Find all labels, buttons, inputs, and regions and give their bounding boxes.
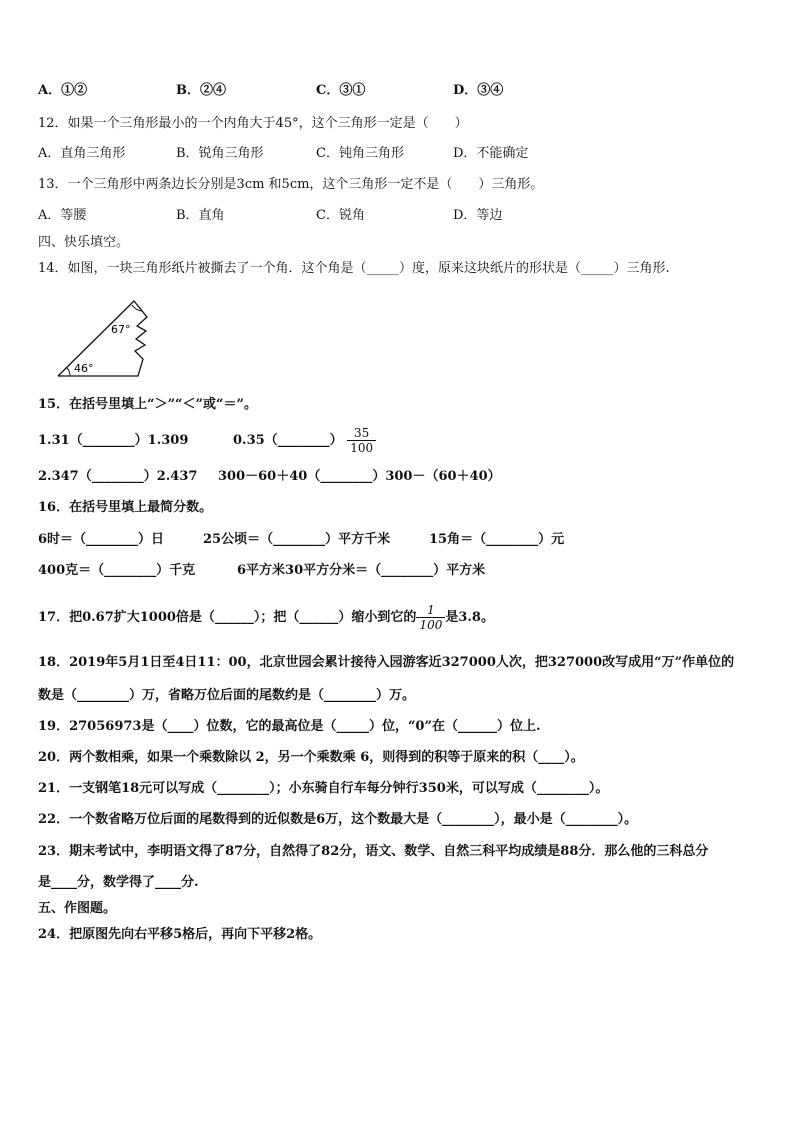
angle-arc-bottom <box>67 368 70 376</box>
q11-option-c: C．③① <box>316 83 366 98</box>
q15-fraction <box>347 426 376 455</box>
q23-line-2: 是____分，数学得了____分. <box>38 875 199 890</box>
q13-option-b: B．直角 <box>176 208 225 223</box>
q19-text: 19．27056973是（____）位数，它的最高位是（_____）位，“0”在（______）位上. <box>38 719 541 734</box>
q17-prefix: 17．把0.67扩大1000倍是（______）；把（______）缩小到它的 <box>38 610 417 625</box>
fraction-denominator: 100 <box>419 618 443 632</box>
q12-text: 12．如果一个三角形最小的一个内角大于45°，这个三角形一定是（ ） <box>38 116 468 131</box>
section-4-heading: 四、快乐填空。 <box>38 235 130 250</box>
q23-line-1: 23．期末考试中，李明语文得了87分，自然得了82分，语文、数学、自然三科平均成绩是88分．那么他的三科总分 <box>38 844 709 859</box>
q17-line <box>38 598 494 638</box>
q15-item-2 <box>233 422 376 460</box>
q14-text: 14．如图，一块三角形纸片被撕去了一个角．这个角是（_____）度，原来这块纸片的形状是（_____）三角形. <box>38 261 670 276</box>
q12-option-c: C．钝角三角形 <box>316 146 404 161</box>
q15-item-3: 2.347（________）2.437 <box>38 469 198 484</box>
q11-option-a: A．①② <box>38 83 88 98</box>
q12-option-d: D．不能确定 <box>453 146 529 161</box>
fraction-denominator: 100 <box>350 441 374 455</box>
triangle-outline <box>58 301 147 376</box>
q11-option-d: D．③④ <box>453 83 504 98</box>
q13-text: 13．一个三角形中两条边长分别是3cm 和5cm，这个三角形一定不是（ ）三角形。 <box>38 177 544 192</box>
q13-option-c: C．锐角 <box>316 208 365 223</box>
q12-option-a: A．直角三角形 <box>38 146 126 161</box>
q17-fraction <box>416 603 445 632</box>
section-5-heading: 五、作图题。 <box>38 901 117 916</box>
q15-item-4: 300－60＋40（________）300－（60＋40） <box>218 469 501 484</box>
q12-option-b: B．锐角三角形 <box>176 146 264 161</box>
q16-item-5: 6平方米30平方分米＝（________）平方米 <box>237 563 486 578</box>
q15-item-1: 1.31（________）1.309 <box>38 433 189 448</box>
q15-title: 15．在括号里填上“＞”“＜”或“＝”。 <box>38 397 257 412</box>
torn-triangle-figure <box>50 293 160 383</box>
angle-label-top: 67° <box>111 323 131 336</box>
fraction-numerator: 35 <box>347 426 376 441</box>
q16-item-2: 25公顷＝（________）平方千米 <box>203 532 391 547</box>
angle-label-bottom: 46° <box>74 362 94 375</box>
q20-text: 20．两个数相乘，如果一个乘数除以 2，另一个乘数乘 6，则得到的积等于原来的积（____）。 <box>38 750 584 765</box>
q21-text: 21．一支钢笔18元可以写成（________）；小东骑自行车每分钟行350米，可以写成（________）。 <box>38 781 609 796</box>
q13-option-a: A．等腰 <box>38 208 87 223</box>
q24-text: 24．把原图先向右平移5格后，再向下平移2格。 <box>38 927 322 942</box>
q16-item-3: 15角＝（________）元 <box>429 532 565 547</box>
q15-item-2-text: 0.35（________） <box>233 433 343 448</box>
q22-text: 22．一个数省略万位后面的尾数得到的近似数是6万，这个数最大是（________），最小是（________）。 <box>38 812 638 827</box>
q18-line-1: 18．2019年5月1日至4日11：00，北京世园会累计接待入园游客近327000人次，把327000改写成用“万”作单位的 <box>38 655 735 670</box>
q13-option-d: D．等边 <box>453 208 503 223</box>
q11-option-b: B．②④ <box>176 83 226 98</box>
q16-item-1: 6时＝（________）日 <box>38 532 165 547</box>
fraction-numerator: 1 <box>416 603 445 618</box>
q16-item-4: 400克＝（________）千克 <box>38 563 196 578</box>
q16-title: 16．在括号里填上最简分数。 <box>38 500 213 515</box>
q17-suffix: 是3.8。 <box>445 610 494 625</box>
q18-line-2: 数是（________）万，省略万位后面的尾数约是（________）万。 <box>38 688 416 703</box>
